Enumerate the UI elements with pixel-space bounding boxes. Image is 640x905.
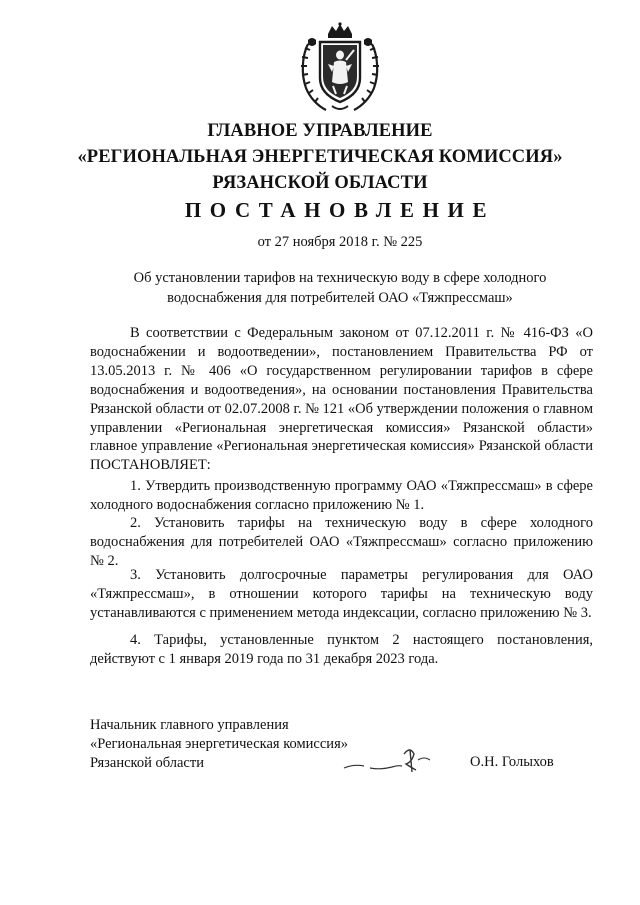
resolution-item-1: 1. Утвердить производственную программу ОАО «Тяжпрессмаш» в сфере холодного водоснабжения согласно приложению № 1. (90, 478, 593, 513)
document-type-title: ПОСТАНОВЛЕНИЕ (184, 198, 496, 222)
coat-of-arms-emblem (298, 22, 382, 114)
resolution-item-2: 2. Установить тарифы на техническую воду в сфере холодного водоснабжения для потребителей ОАО «Тяжпрессмаш» согласно приложению № 2. (90, 515, 593, 569)
resolution-item-4: 4. Тарифы, установленные пунктом 2 настоящего постановления, действуют с 1 января 2019 года по 31 декабря 2023 года. (90, 632, 593, 667)
resolution-item-3: 3. Установить долгосрочные параметры регулирования для ОАО «Тяжпрессмаш», в отношении которого тарифы на техническую воду устанавливаются с применением метода индексации, согласно приложению № 3. (90, 567, 593, 621)
authority-line-2: «РЕГИОНАЛЬНАЯ ЭНЕРГЕТИЧЕСКАЯ КОМИССИЯ» (77, 147, 563, 167)
authority-line-1: ГЛАВНОЕ УПРАВЛЕНИЕ (207, 121, 433, 141)
document-subject (90, 268, 590, 308)
issuing-authority (40, 118, 600, 196)
signatory-name: О.Н. Голыхов (470, 754, 554, 770)
position-line-2: «Региональная энергетическая комиссия» (90, 736, 348, 752)
handwritten-signature (340, 710, 440, 780)
position-line-1: Начальник главного управления (90, 717, 289, 733)
preamble-paragraph: В соответствии с Федеральным законом от 07.12.2011 г. № 416-ФЗ «О водоснабжении и водоотведении», постановлением Правительства РФ от 13.05.2013 г. № 406 «О государственном регулировании тарифов в сфере водоснабжения и водоотведения», на основании постановления Правительства Рязанской области от 02.07.2008 г. № 121 «Об утверждении положения о главном управлении «Региональная энергетическая комиссия» Рязанской области» главное управление «Региональная энергетическая комиссия» Рязанской области ПОСТАНОВЛЯЕТ: (90, 325, 593, 474)
position-line-3: Рязанской области (90, 755, 204, 771)
authority-line-3: РЯЗАНСКОЙ ОБЛАСТИ (212, 173, 428, 193)
subject-line-2: водоснабжения для потребителей ОАО «Тяжпрессмаш» (167, 290, 513, 306)
signatory-position (90, 716, 348, 773)
document-date-number: от 27 ноября 2018 г. № 225 (257, 234, 423, 250)
subject-line-1: Об установлении тарифов на техническую воду в сфере холодного (133, 270, 547, 286)
